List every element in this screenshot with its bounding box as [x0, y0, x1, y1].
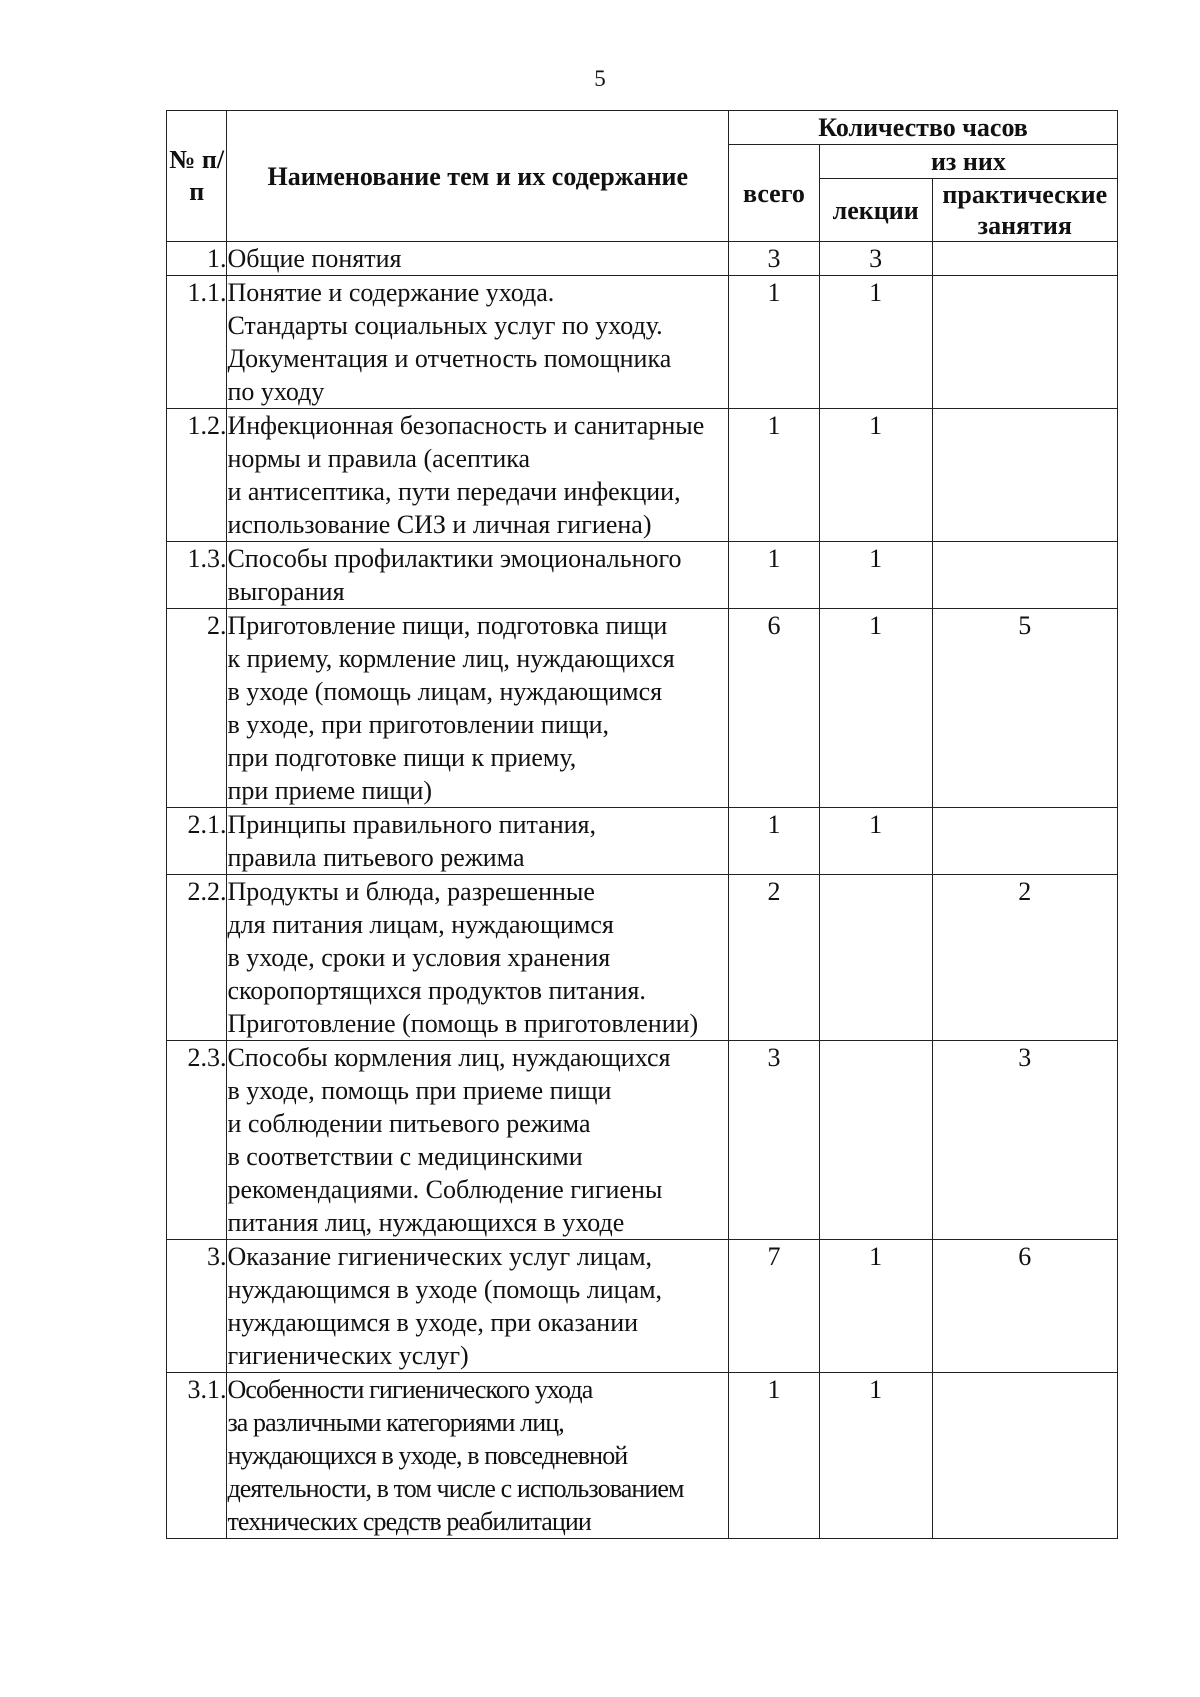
row-total-hours: 7	[729, 1240, 820, 1373]
row-number: 2.	[167, 609, 227, 808]
table-row	[167, 542, 1118, 609]
row-lecture-hours: 3	[819, 242, 932, 276]
row-number: 3.1.	[167, 1373, 227, 1539]
header-topic: Наименование тем и их содержание	[227, 111, 729, 242]
row-number: 2.2.	[167, 875, 227, 1041]
row-lecture-hours: 1	[819, 542, 932, 609]
row-total-hours: 1	[729, 409, 820, 542]
header-of-them: из них	[819, 145, 1117, 179]
page-number: 5	[594, 66, 606, 91]
header-total: всего	[729, 145, 820, 242]
row-lecture-hours: 1	[819, 276, 932, 409]
row-topic: Инфекционная безопасность и санитарные нормы и правила (асептика и антисептика, пути передачи инфекции, использование СИЗ и личная гигиена)	[227, 409, 729, 542]
table-row	[167, 242, 1118, 276]
row-practical-hours: 6	[932, 1240, 1117, 1373]
row-total-hours: 6	[729, 609, 820, 808]
row-practical-hours	[932, 1373, 1117, 1539]
table-body	[167, 242, 1118, 1539]
row-number: 1.2.	[167, 409, 227, 542]
row-number: 2.3.	[167, 1041, 227, 1240]
table-row	[167, 1041, 1118, 1240]
row-practical-hours: 5	[932, 609, 1117, 808]
row-topic: Особенности гигиенического ухода за различными категориями лиц, нуждающихся в уходе, в повседневной деятельности, в том числе с использованием технических средств реабилитации	[227, 1373, 729, 1539]
row-topic: Способы профилактики эмоционального выгорания	[227, 542, 729, 609]
row-practical-hours	[932, 409, 1117, 542]
table-row	[167, 1373, 1118, 1539]
row-total-hours: 1	[729, 808, 820, 875]
row-total-hours: 1	[729, 1373, 820, 1539]
row-number: 3.	[167, 1240, 227, 1373]
header-hours: Количество часов	[729, 111, 1118, 145]
row-practical-hours	[932, 542, 1117, 609]
row-topic: Приготовление пищи, подготовка пищи к приему, кормление лиц, нуждающихся в уходе (помощь лицам, нуждающимся в уходе, при приготовлении пищи, при подготовке пищи к приему, при приеме пищи)	[227, 609, 729, 808]
row-practical-hours	[932, 276, 1117, 409]
row-topic: Понятие и содержание ухода. Стандарты социальных услуг по уходу. Документация и отчетность помощника по уходу	[227, 276, 729, 409]
row-topic: Способы кормления лиц, нуждающихся в уходе, помощь при приеме пищи и соблюдении питьевого режима в соответствии с медицинскими рекомендациями. Соблюдение гигиены питания лиц, нуждающихся в уходе	[227, 1041, 729, 1240]
table-row	[167, 1240, 1118, 1373]
row-number: 1.	[167, 242, 227, 276]
row-practical-hours: 3	[932, 1041, 1117, 1240]
table-row	[167, 609, 1118, 808]
table-header	[167, 111, 1118, 242]
curriculum-table	[166, 110, 1118, 1539]
row-lecture-hours	[819, 1041, 932, 1240]
row-lecture-hours: 1	[819, 609, 932, 808]
row-total-hours: 3	[729, 1041, 820, 1240]
row-number: 1.1.	[167, 276, 227, 409]
table-row	[167, 276, 1118, 409]
row-practical-hours	[932, 242, 1117, 276]
row-number: 1.3.	[167, 542, 227, 609]
header-number: № п/п	[167, 111, 227, 242]
row-total-hours: 2	[729, 875, 820, 1041]
header-lectures: лекции	[819, 179, 932, 242]
row-total-hours: 3	[729, 242, 820, 276]
row-lecture-hours: 1	[819, 808, 932, 875]
row-total-hours: 1	[729, 276, 820, 409]
header-practical: практические занятия	[932, 179, 1117, 242]
row-topic: Продукты и блюда, разрешенные для питания лицам, нуждающимся в уходе, сроки и условия хранения скоропортящихся продуктов питания. Приготовление (помощь в приготовлении)	[227, 875, 729, 1041]
table-row	[167, 808, 1118, 875]
row-topic: Принципы правильного питания, правила питьевого режима	[227, 808, 729, 875]
table-row	[167, 409, 1118, 542]
row-practical-hours	[932, 808, 1117, 875]
row-lecture-hours	[819, 875, 932, 1041]
row-number: 2.1.	[167, 808, 227, 875]
row-lecture-hours: 1	[819, 1240, 932, 1373]
table-row	[167, 875, 1118, 1041]
row-practical-hours: 2	[932, 875, 1117, 1041]
row-lecture-hours: 1	[819, 409, 932, 542]
row-topic: Общие понятия	[227, 242, 729, 276]
row-total-hours: 1	[729, 542, 820, 609]
row-lecture-hours: 1	[819, 1373, 932, 1539]
row-topic: Оказание гигиенических услуг лицам, нуждающимся в уходе (помощь лицам, нуждающимся в уходе, при оказании гигиенических услуг)	[227, 1240, 729, 1373]
